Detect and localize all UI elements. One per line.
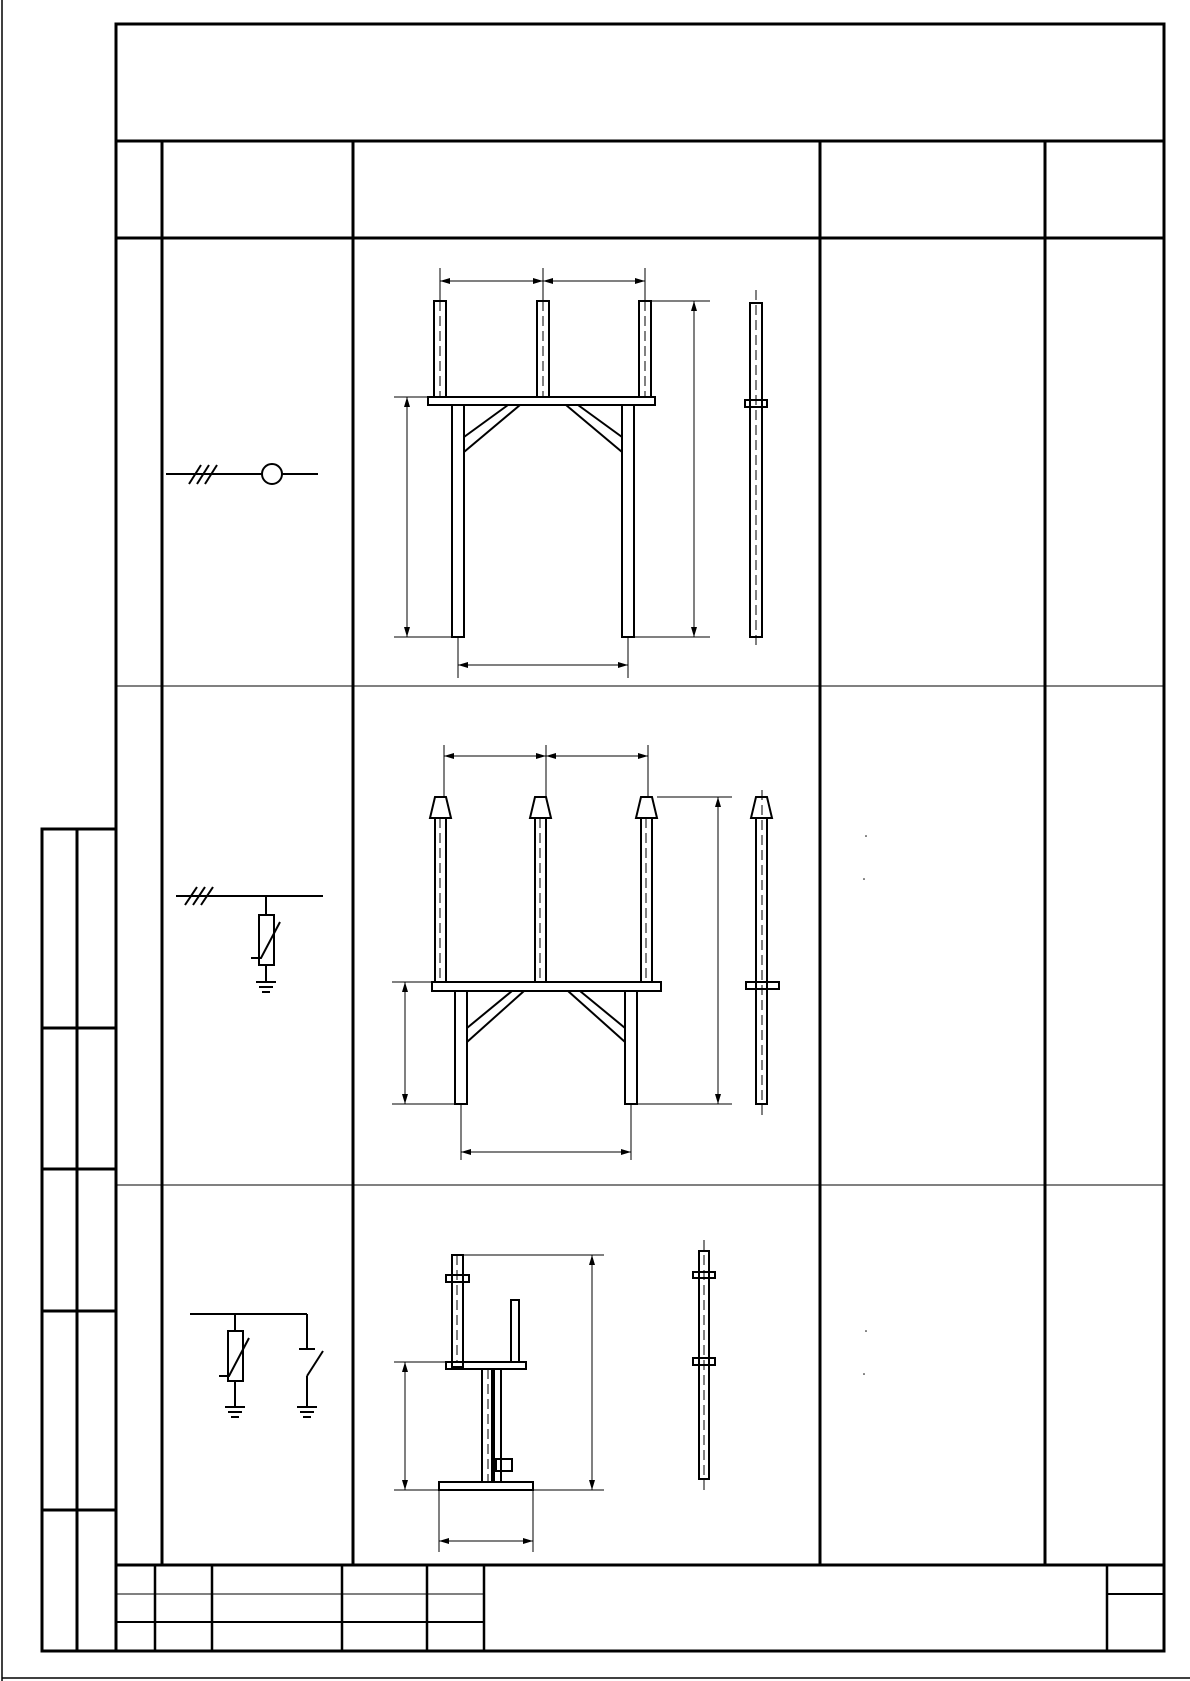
symbol-busbar-surge-arrester xyxy=(176,887,323,992)
dimensions-2 xyxy=(392,745,732,1160)
drawing-support-structure-2 xyxy=(430,797,779,1104)
notes-marks xyxy=(863,835,867,1375)
binding-strip xyxy=(42,829,116,1651)
drawing-support-structure-3 xyxy=(439,1251,715,1490)
title-block xyxy=(116,1565,1164,1651)
centerlines-1 xyxy=(440,290,756,650)
dimensions-3 xyxy=(394,1255,604,1552)
drawing-support-structure-1 xyxy=(428,301,767,637)
symbol-busbar-current-transformer xyxy=(166,464,318,484)
outer-border xyxy=(2,0,1190,1681)
centerlines-2 xyxy=(440,790,762,1115)
dimensions-1 xyxy=(394,268,710,678)
symbol-surge-arrester-earthing-switch xyxy=(190,1314,323,1417)
